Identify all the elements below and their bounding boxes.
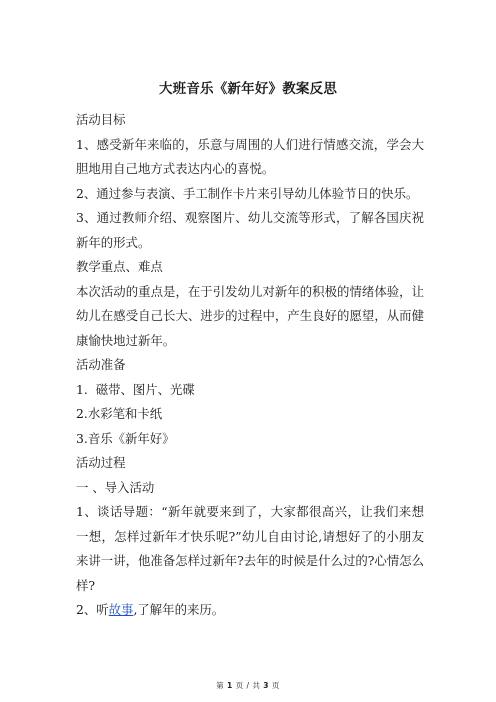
paragraph-prep-1: 1. 磁带、图片、光碟: [76, 381, 195, 397]
paragraph-heading-goals: 活动目标: [76, 112, 126, 127]
step-2-suffix: ,了解年的来历。: [133, 602, 225, 617]
document-body: [76, 108, 424, 623]
paragraph-heading-process: 活动过程: [76, 455, 126, 470]
paragraph-prep-3: 3.音乐《新年好》: [76, 430, 175, 446]
footer-suffix: 页: [269, 681, 280, 690]
paragraph-heading-focus: 教学重点、难点: [76, 259, 163, 274]
paragraph-step-1: 1、谈话导题：“新年就要来到了，大家都很高兴，让我们来想一想，怎样过新年才快乐呢?”幼儿自由讨论,请想好了的小朋友来讲一讲，他准备怎样过新年?去年的时候是什么过的?心情怎么样?: [76, 504, 424, 593]
paragraph-section-intro: 一 、导入活动: [76, 479, 155, 495]
page-footer: [0, 680, 496, 691]
story-link[interactable]: 故事: [108, 602, 134, 617]
footer-prefix: 第: [216, 681, 227, 690]
footer-middle: 页 / 共: [232, 681, 264, 690]
paragraph-step-2: [76, 598, 424, 623]
paragraph-goal-3: 3、通过教师介绍、观察图片、幼儿交流等形式，了解各国庆祝新年的形式。: [76, 210, 424, 250]
paragraph-heading-prep: 活动准备: [76, 357, 126, 372]
current-page-number: 1: [226, 681, 233, 690]
paragraph-goal-2: 2、通过参与表演、手工制作卡片来引导幼儿体验节日的快乐。: [76, 185, 419, 201]
paragraph-prep-2: 2.水彩笔和卡纸: [76, 406, 163, 421]
paragraph-focus-text: 本次活动的重点是，在于引发幼儿对新年的积极的情绪体验，让幼儿在感受自己长大、进步的过程中，产生良好的愿望，从而健康愉快地过新年。: [76, 283, 424, 348]
paragraph-goal-1: 1、感受新年来临的，乐意与周围的人们进行情感交流，学会大胆地用自己地方式表达内心的喜悦。: [76, 136, 424, 176]
total-page-number: 3: [263, 681, 269, 690]
document-title: 大班音乐《新年好》教案反思: [158, 81, 338, 97]
step-2-prefix: 2、听: [76, 602, 109, 617]
